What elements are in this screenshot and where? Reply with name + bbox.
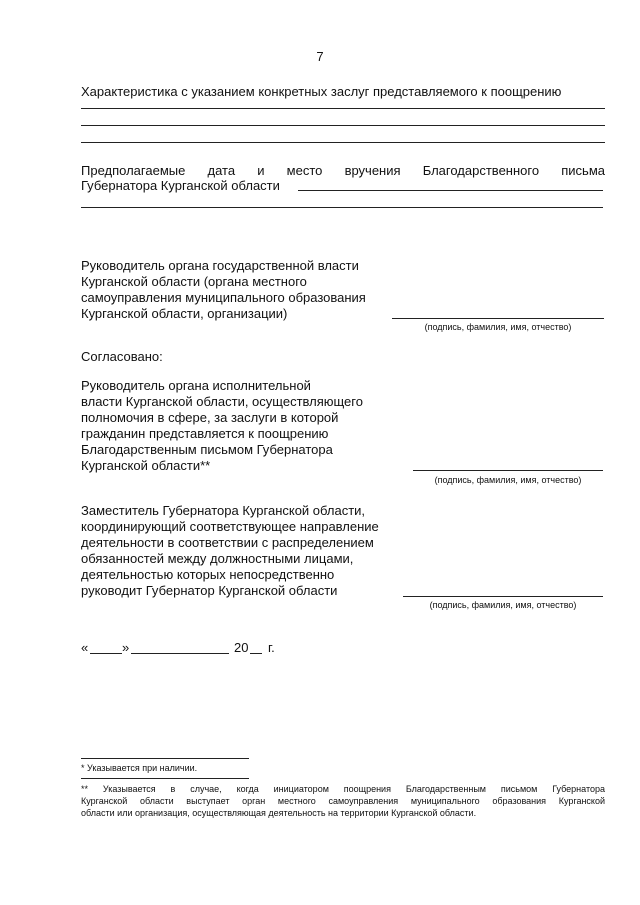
- head-of-authority-block: [81, 258, 366, 322]
- presentation-line-2: Губернатора Курганской области: [81, 178, 280, 193]
- deputy-governor-line: обязанностей между должностными лицами,: [81, 551, 354, 566]
- deputy-governor-line: деятельностью которых непосредственно: [81, 567, 335, 582]
- date-month-blank: [131, 653, 229, 654]
- presentation-line-1: Предполагаемые дата и место вручения Благодарственного письма: [81, 163, 605, 178]
- page-number: 7: [316, 49, 324, 64]
- footnote-single: * Указывается при наличии.: [81, 763, 198, 773]
- presentation-fill-line-1: [298, 190, 603, 191]
- deputy-governor-line: Заместитель Губернатора Курганской области,: [81, 503, 366, 518]
- head-of-executive-line: полномочия в сфере, за заслуги в которой: [81, 410, 339, 425]
- presentation-fill-line-2: [81, 207, 603, 208]
- head-of-executive-line: Курганской области**: [81, 458, 211, 473]
- characteristic-line-2: [81, 125, 605, 126]
- head-of-executive-block: [81, 378, 363, 474]
- deputy-governor-line: координирующий соответствующее направление: [81, 519, 379, 534]
- footnote-double-line: Курганской области выступает орган местного самоуправления муниципального образования Курганской: [81, 796, 605, 806]
- signature-line-2: [413, 470, 603, 471]
- characteristic-heading: Характеристика с указанием конкретных заслуг представляемого к поощрению: [81, 84, 562, 99]
- date-open-quote: «: [81, 640, 89, 655]
- date-day-blank: [90, 653, 122, 654]
- head-of-executive-line: Благодарственным письмом Губернатора: [81, 442, 333, 457]
- head-of-executive-line: власти Курганской области, осуществляющего: [81, 394, 363, 409]
- signature-line-3: [403, 596, 603, 597]
- characteristic-line-1: [81, 108, 605, 109]
- footnote-double-block: [81, 783, 605, 819]
- deputy-governor-line: руководит Губернатор Курганской области: [81, 583, 338, 598]
- footnote-separator-2: [81, 778, 249, 779]
- head-of-authority-line: Курганской области (органа местного: [81, 274, 307, 289]
- head-of-authority-line: самоуправления муниципального образования: [81, 290, 366, 305]
- date-year-prefix: 20: [234, 640, 249, 655]
- signature-caption-1: (подпись, фамилия, имя, отчество): [424, 322, 572, 332]
- date-close-quote: »: [122, 640, 130, 655]
- signature-line-1: [392, 318, 604, 319]
- footnote-double-line: ** Указывается в случае, когда инициатором поощрения Благодарственным письмом Губернатора: [81, 784, 605, 794]
- head-of-authority-line: Руководитель органа государственной власти: [81, 258, 359, 273]
- signature-caption-3: (подпись, фамилия, имя, отчество): [429, 600, 577, 610]
- head-of-authority-line: Курганской области, организации): [81, 306, 288, 321]
- signature-caption-2: (подпись, фамилия, имя, отчество): [434, 475, 582, 485]
- head-of-executive-line: Руководитель органа исполнительной: [81, 378, 311, 393]
- agreed-label: Согласовано:: [81, 349, 163, 364]
- deputy-governor-line: деятельности в соответствии с распределением: [81, 535, 374, 550]
- date-year-suffix: г.: [268, 640, 275, 655]
- date-year-blank: [250, 653, 262, 654]
- head-of-executive-line: гражданин представляется к поощрению: [81, 426, 329, 441]
- deputy-governor-block: [81, 503, 379, 599]
- footnote-double-line: области или организация, осуществляющая деятельность на территории Курганской области.: [81, 808, 477, 818]
- characteristic-line-3: [81, 142, 605, 143]
- footnote-separator: [81, 758, 249, 759]
